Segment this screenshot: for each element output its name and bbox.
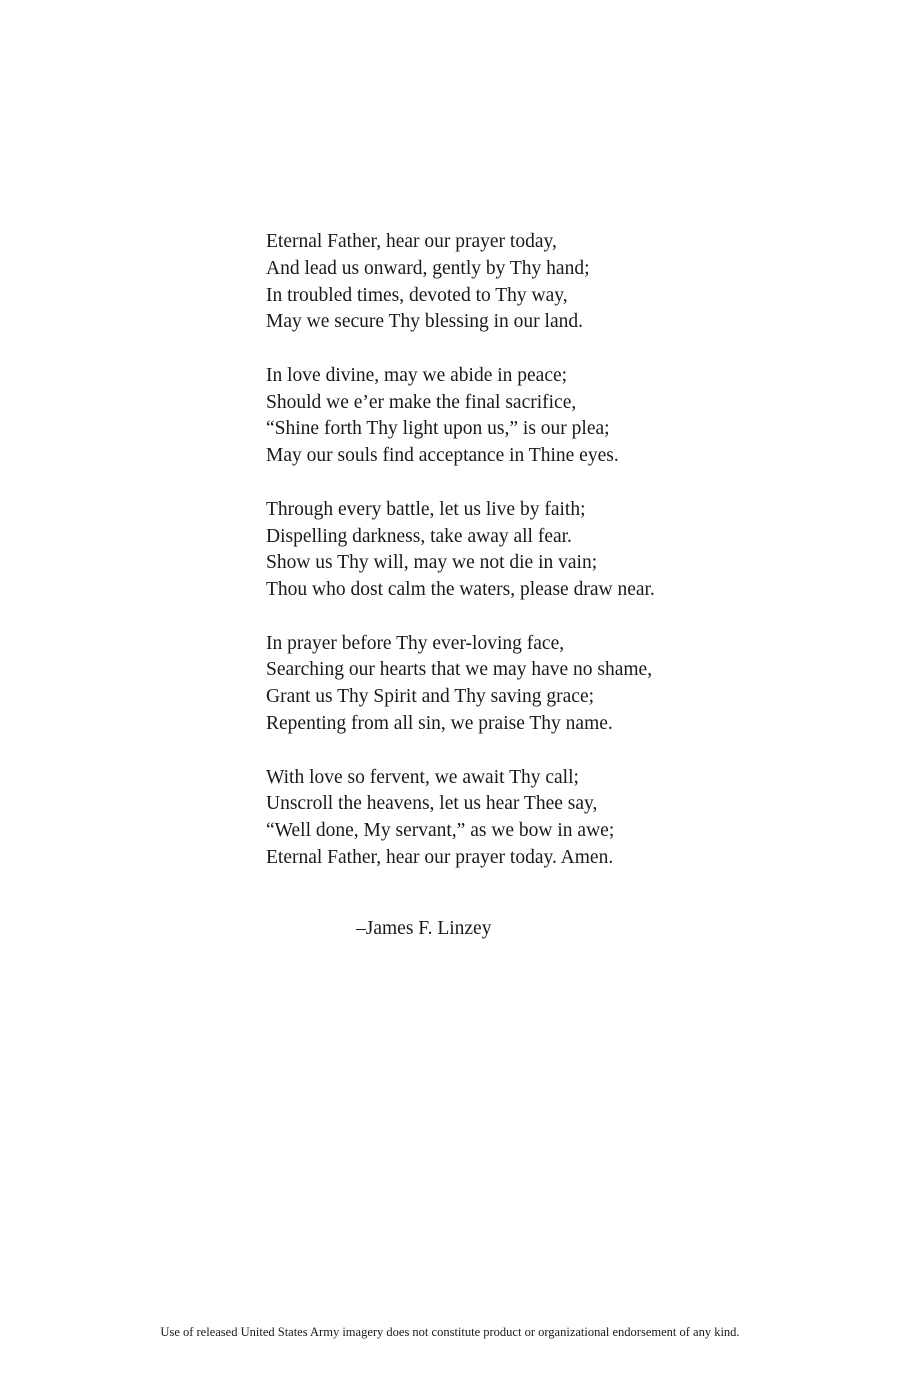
poem-line: Show us Thy will, may we not die in vain; — [266, 552, 598, 574]
poem-line: Eternal Father, hear our prayer today, — [266, 231, 557, 252]
stanza-2 — [266, 363, 826, 470]
poem-line: Should we e’er make the final sacrifice, — [266, 391, 577, 413]
stanza-3 — [266, 497, 826, 604]
poem-line: May we secure Thy blessing in our land. — [266, 311, 583, 333]
poem — [266, 229, 826, 898]
poem-line: Repenting from all sin, we praise Thy name. — [266, 713, 613, 735]
footer-disclaimer: Use of released United States Army imagery does not constitute product or organizational endorsement of any kind. — [160, 1325, 740, 1339]
stanza-1 — [266, 229, 826, 336]
poem-line: Unscroll the heavens, let us hear Thee say, — [266, 793, 598, 815]
poem-attribution: –James F. Linzey — [356, 918, 492, 939]
poem-line: In prayer before Thy ever-loving face, — [266, 632, 565, 654]
poem-line: In troubled times, devoted to Thy way, — [266, 284, 568, 306]
poem-line: Grant us Thy Spirit and Thy saving grace; — [266, 686, 595, 708]
poem-line: Dispelling darkness, take away all fear. — [266, 525, 572, 547]
stanza-4 — [266, 631, 826, 738]
poem-line: In love divine, may we abide in peace; — [266, 364, 568, 386]
poem-line: Searching our hearts that we may have no shame, — [266, 659, 653, 681]
poem-line: May our souls find acceptance in Thine eyes. — [266, 445, 619, 467]
poem-line: With love so fervent, we await Thy call; — [266, 766, 579, 788]
poem-line: “Well done, My servant,” as we bow in awe; — [266, 820, 615, 842]
poem-line: Through every battle, let us live by faith; — [266, 498, 586, 520]
poem-line: “Shine forth Thy light upon us,” is our plea; — [266, 418, 610, 440]
stanza-5 — [266, 765, 826, 872]
poem-line: And lead us onward, gently by Thy hand; — [266, 257, 590, 279]
poem-line: Thou who dost calm the waters, please draw near. — [266, 579, 655, 601]
poem-line: Eternal Father, hear our prayer today. Amen. — [266, 846, 614, 868]
